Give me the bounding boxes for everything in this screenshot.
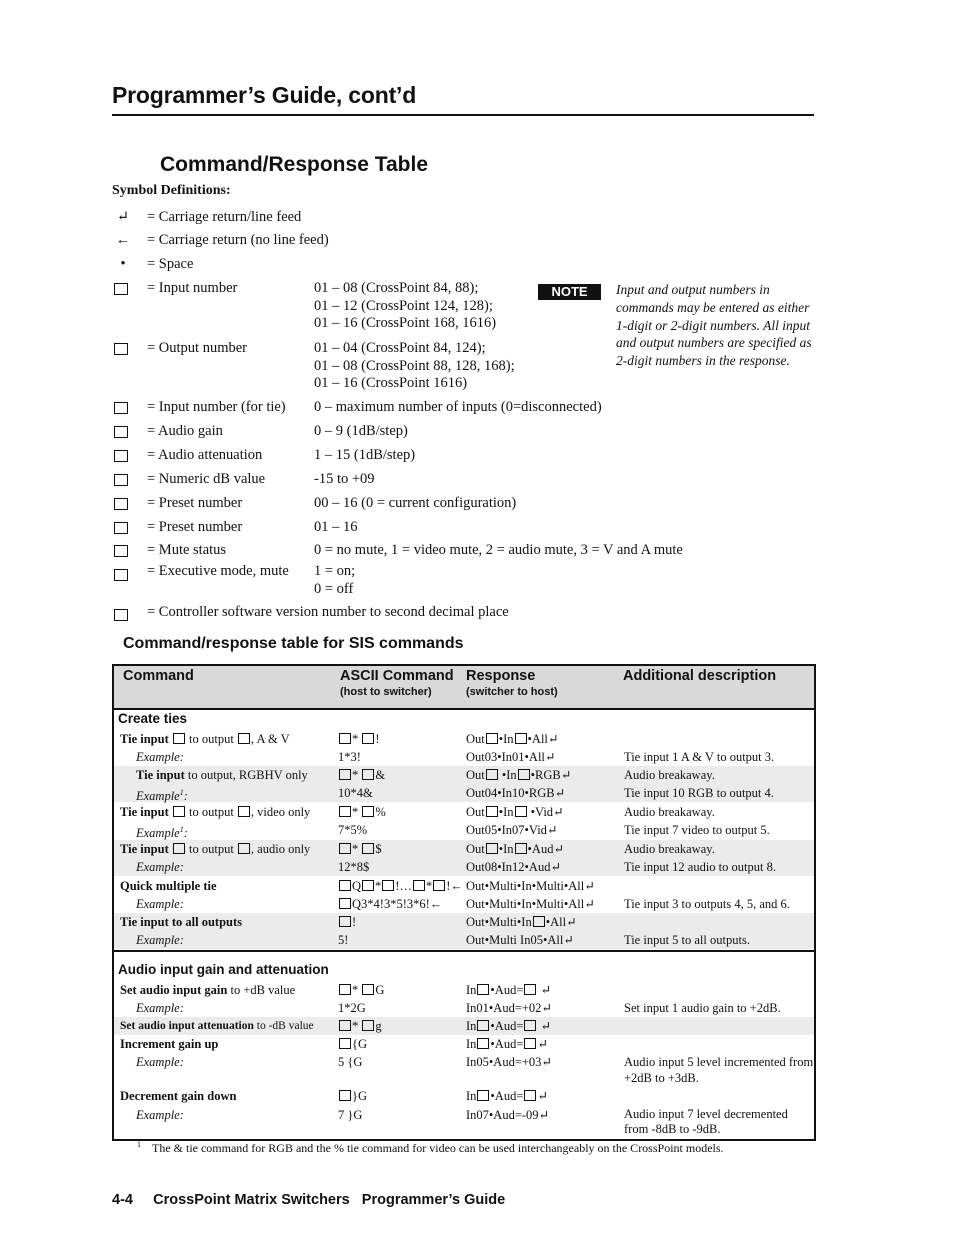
def-label: = Executive mode, mute [147, 563, 289, 579]
range-line: 1 – 15 (1dB/step) [314, 447, 416, 463]
row-ascii: 10*4& [338, 786, 373, 800]
table-row [114, 858, 814, 876]
def-range [314, 399, 602, 417]
def-label: = Mute status [147, 542, 227, 558]
table-row [114, 981, 814, 999]
table-row [114, 895, 814, 913]
row-command: Example$^1$: [136, 825, 188, 841]
row-description: Tie input 3 to outputs 4, 5, and 6. [624, 897, 790, 911]
row-ascii: 7 }G [338, 1108, 363, 1122]
row-response: Out •In •Aud↵ [466, 842, 564, 856]
page-header-title: Programmer’s Guide, cont’d [112, 82, 417, 108]
table-row [114, 877, 814, 895]
def-label: = Preset number [147, 495, 243, 511]
table-row [114, 784, 814, 802]
row-command: Quick multiple tie [120, 879, 217, 893]
footnote-mark: 1 [137, 1140, 141, 1149]
symbol-label: = Carriage return (no line feed) [147, 232, 329, 248]
symbol-label: = Space [147, 256, 194, 272]
range-line: 01 – 16 (CrossPoint 1616) [314, 375, 468, 391]
row-command: Example: [136, 1055, 184, 1069]
range-line: 00 – 16 (0 = current configuration) [314, 495, 517, 511]
group-title-audio-gain: Audio input gain and attenuation [118, 962, 329, 977]
row-ascii: ! [338, 913, 356, 931]
def-label: = Controller software version number to second decimal place [147, 604, 509, 620]
variable-box-icon [114, 522, 128, 534]
range-line: 1 = on; [314, 563, 356, 579]
row-response: In •Aud= ↵ [466, 1089, 548, 1103]
row-response: Out•Multi In05•All↵ [466, 933, 574, 947]
range-line: 0 – 9 (1dB/step) [314, 423, 408, 439]
row-response: Out •In •RGB↵ [466, 768, 572, 782]
row-ascii: Q * !… * !← [338, 877, 463, 895]
row-command: Set audio input attenuation to -dB value [120, 1020, 314, 1032]
row-command: Example: [136, 933, 184, 947]
def-range [314, 280, 496, 333]
row-response: In01•Aud=+02↵ [466, 1001, 552, 1015]
row-response: Out •In •Vid↵ [466, 805, 564, 819]
row-command: Example: [136, 750, 184, 764]
row-ascii: * ! [338, 730, 380, 748]
symbol-definitions-label: Symbol Definitions: [112, 183, 231, 198]
table-row [114, 1017, 814, 1035]
table-row [114, 999, 814, 1017]
table-divider [114, 950, 814, 952]
def-range [314, 471, 375, 489]
row-description: Set input 1 audio gain to +2dB. [624, 1001, 781, 1015]
row-ascii: 5! [338, 933, 349, 947]
row-ascii: 7*5% [338, 823, 368, 837]
row-response: In •Aud= ↵ [466, 1019, 551, 1033]
carriage-return-icon: ↵ [116, 209, 130, 225]
row-response: Out05•In07•Vid↵ [466, 823, 558, 837]
table-row [114, 821, 814, 839]
def-range [314, 563, 355, 598]
range-line: 01 – 08 (CrossPoint 88, 128, 168); [314, 357, 515, 374]
table-header [114, 666, 814, 710]
table-row [114, 1087, 814, 1105]
footnote [137, 1140, 724, 1156]
row-response: Out03•In01•All↵ [466, 750, 556, 764]
variable-box-icon [114, 569, 128, 581]
row-description: Tie input 5 to all outputs. [624, 933, 750, 947]
row-description: Tie input 1 A & V to output 3. [624, 750, 775, 764]
row-command: Tie input to output , A & V [120, 732, 290, 746]
def-label: = Output number [147, 340, 247, 356]
row-ascii: * & [338, 766, 385, 784]
row-description: Audio breakaway. [624, 842, 715, 856]
row-response: Out •In •All↵ [466, 732, 559, 746]
row-description: Audio breakaway. [624, 768, 715, 782]
section-title: Command/Response Table [160, 153, 428, 176]
row-ascii: {G [338, 1035, 367, 1053]
row-command: Set audio input gain to +dB value [120, 983, 296, 997]
header-command: Command [123, 668, 194, 684]
range-line: 01 – 08 (CrossPoint 84, 88); [314, 280, 479, 296]
row-response: In •Aud= ↵ [466, 1037, 548, 1051]
row-command: Tie input to all outputs [120, 915, 243, 929]
row-description: Audio input 7 level decremented from -8dB to -9dB. [624, 1107, 788, 1136]
def-label: = Audio attenuation [147, 447, 263, 463]
table-row [114, 730, 814, 748]
row-response: In05•Aud=+03↵ [466, 1055, 552, 1069]
table-row [114, 803, 814, 821]
row-response: Out•Multi•In•Multi•All↵ [466, 879, 595, 893]
left-arrow-icon: ← [115, 232, 131, 248]
range-line: 01 – 04 (CrossPoint 84, 124); [314, 340, 486, 356]
row-description: Tie input 12 audio to output 8. [624, 860, 776, 874]
table-row [114, 1035, 814, 1053]
def-label: = Input number (for tie) [147, 399, 286, 415]
row-ascii: }G [338, 1087, 367, 1105]
row-description: Tie input 10 RGB to output 4. [624, 786, 774, 800]
header-response-sub: (switcher to host) [466, 686, 558, 698]
row-response: In •Aud= ↵ [466, 983, 551, 997]
header-ascii: ASCII Command [340, 668, 454, 684]
bullet-icon: • [120, 256, 126, 272]
row-ascii: * g [338, 1017, 382, 1035]
def-range [314, 340, 515, 393]
row-command: Example: [136, 897, 184, 911]
range-line: -15 to +09 [314, 471, 375, 487]
table-row [114, 840, 814, 858]
header-rule [112, 114, 814, 116]
note-text: Input and output numbers in commands may be entered as either 1-digit or 2-digit numbers. All input and output numbers are specified as 2-digit numbers in the response. [616, 282, 812, 369]
table-row [114, 931, 814, 949]
table-title: Command/response table for SIS commands [123, 635, 464, 652]
row-command: Example: [136, 860, 184, 874]
table-row [114, 766, 814, 784]
row-response: Out•Multi•In•Multi•All↵ [466, 897, 595, 911]
row-response: Out04•In10•RGB↵ [466, 786, 566, 800]
def-range [314, 447, 415, 465]
variable-box-icon [114, 343, 128, 355]
variable-box-icon [114, 402, 128, 414]
def-label: = Audio gain [147, 423, 223, 439]
header-response: Response [466, 668, 536, 684]
table-row [114, 748, 814, 766]
variable-box-icon [114, 498, 128, 510]
command-response-table [112, 664, 816, 1141]
row-command: Example$^1$: [136, 788, 188, 804]
row-command: Example: [136, 1108, 184, 1122]
page-footer: 4-4 CrossPoint Matrix Switchers Programmer’s Guide [112, 1192, 506, 1208]
row-ascii: * $ [338, 840, 382, 858]
row-ascii: 1*2G [338, 1001, 366, 1015]
row-description: Audio breakaway. [624, 805, 715, 819]
symbol-label: = Carriage return/line feed [147, 209, 302, 225]
group-title-create-ties: Create ties [118, 711, 188, 726]
variable-box-icon [114, 450, 128, 462]
row-ascii: Q3*4!3*5!3*6!← [338, 895, 442, 913]
def-range [314, 542, 683, 560]
row-command: Tie input to output , audio only [120, 842, 311, 856]
row-ascii: 5 {G [338, 1055, 363, 1069]
def-range [314, 423, 408, 441]
note-badge: NOTE [538, 284, 601, 300]
row-command: Example: [136, 1001, 184, 1015]
def-label: = Numeric dB value [147, 471, 266, 487]
row-command: Tie input to output , video only [120, 805, 311, 819]
row-command: Decrement gain down [120, 1089, 237, 1103]
row-response: Out•Multi•In •All↵ [466, 915, 577, 929]
header-description: Additional description [623, 668, 777, 684]
def-range [314, 519, 358, 537]
range-line: 01 – 16 [314, 519, 358, 535]
def-range [314, 495, 516, 513]
variable-box-icon [114, 474, 128, 486]
row-description: Audio input 5 level incremented from +2dB to +3dB. [624, 1055, 814, 1085]
header-ascii-sub: (host to switcher) [340, 686, 432, 698]
row-command: Increment gain up [120, 1037, 219, 1051]
range-line: 01 – 12 (CrossPoint 124, 128); [314, 297, 493, 314]
table-row [114, 913, 814, 931]
table-row [114, 1053, 814, 1087]
table-row [114, 1106, 814, 1136]
variable-box-icon [114, 609, 128, 621]
range-line: 0 = no mute, 1 = video mute, 2 = audio mute, 3 = V and A mute [314, 542, 683, 558]
range-line: 0 = off [314, 580, 354, 597]
footnote-text: The & tie command for RGB and the % tie command for video can be used interchangeably on the CrossPoint models. [152, 1141, 724, 1155]
row-response: Out08•In12•Aud↵ [466, 860, 561, 874]
row-ascii: 12*8$ [338, 860, 370, 874]
row-ascii: * % [338, 803, 386, 821]
row-description: Tie input 7 video to output 5. [624, 823, 770, 837]
row-ascii: 1*3! [338, 750, 361, 764]
variable-box-icon [114, 283, 128, 295]
row-command: Tie input to output, RGBHV only [136, 768, 308, 782]
def-label: = Input number [147, 280, 238, 296]
variable-box-icon [114, 426, 128, 438]
row-ascii: * G [338, 981, 384, 999]
variable-box-icon [114, 545, 128, 557]
row-response: In07•Aud=-09↵ [466, 1108, 550, 1122]
range-line: 01 – 16 (CrossPoint 168, 1616) [314, 315, 497, 331]
range-line: 0 – maximum number of inputs (0=disconnected) [314, 399, 602, 415]
def-label: = Preset number [147, 519, 243, 535]
